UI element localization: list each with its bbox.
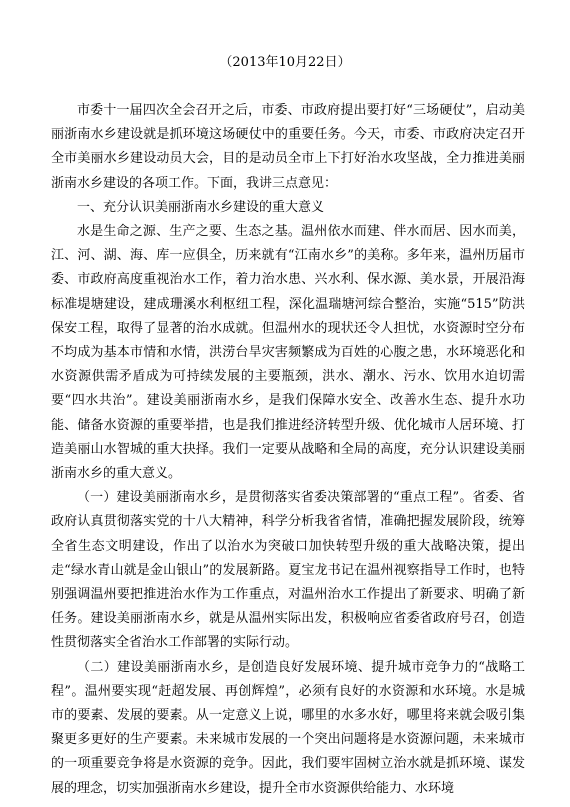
section-heading: 一、充分认识美丽浙南水乡建设的重大意义 bbox=[77, 199, 325, 215]
subsection-paragraph-2: （二）建设美丽浙南水乡，是创造良好发展环境、提升城市竞争力的“战略工程”。温州要实现“赶超发展、再创辉煌”，必须有良好的水资源和水环境。水是城市的要素、发展的要素。从一定意义上说，哪里的水多水好，哪里将来就会吸引集聚更多更好的生产要素。未来城市发展的一个突出问题将是水资源问题，未来城市的一项重要竞争将是水资源的竞争。因此，我们要牢固树立治水就是抓环境、谋发展的理念，切实加强浙南水乡建设，提升全市水资源供给能力、水环境 bbox=[51, 659, 525, 796]
date-line: （2013年10月22日） bbox=[219, 55, 351, 70]
document-body bbox=[51, 99, 525, 801]
subsection-paragraph-1: （一）建设美丽浙南水乡，是贯彻落实省委决策部署的“重点工程”。省委、省政府认真贯彻落实党的十八大精神，科学分析我省省情，准确把握发展阶段，统筹全省生态文明建设，作出了以治水为突破口加快转型升级的重大战略决策，提出走“绿水青山就是金山银山”的发展新路。夏宝龙书记在温州视察指导工作时，也特别强调温州要把推进治水作为工作重点，对温州治水工作提出了新要求、明确了新任务。建设美丽浙南水乡，就是从温州实际出发，积极响应省委省政府号召，创造性贯彻落实全省治水工作部署的实际行动。 bbox=[51, 490, 525, 651]
body-paragraph: 水是生命之源、生产之要、生态之基。温州依水而建、伴水而居、因水而美，江、河、湖、海、库一应俱全，历来就有“江南水乡”的美称。多年来，温州历届市委、市政府高度重视治水工作，着力治水患、兴水利、保水源、美水景，开展沿海标准堤塘建设，建成珊溪水利枢纽工程，深化温瑞塘河综合整治，实施“515”防洪保安工程，取得了显著的治水成就。但温州水的现状还令人担忧，水资源时空分布不均成为基本市情和水情，洪涝台旱灾害频繁成为百姓的心腹之患，水环境恶化和水资源供需矛盾成为可持续发展的主要瓶颈，洪水、潮水、污水、饮用水迫切需要“四水共治”。建设美丽浙南水乡，是我们保障水安全、改善水生态、提升水功能、储备水资源的重要举措，也是我们推进经济转型升级、优化城市人居环境、打造美丽山水智城的重大抉择。我们一定要从战略和全局的高度，充分认识建设美丽浙南水乡的重大意义。 bbox=[51, 224, 525, 482]
intro-paragraph: 市委十一届四次全会召开之后，市委、市政府提出要打好“三场硬仗”，启动美丽浙南水乡建设就是抓环境这场硬仗中的重要任务。今天，市委、市政府决定召开全市美丽水乡建设动员大会，目的是动员全市上下打好治水攻坚战，全力推进美丽浙南水乡建设的各项工作。下面，我讲三点意见： bbox=[51, 103, 525, 191]
